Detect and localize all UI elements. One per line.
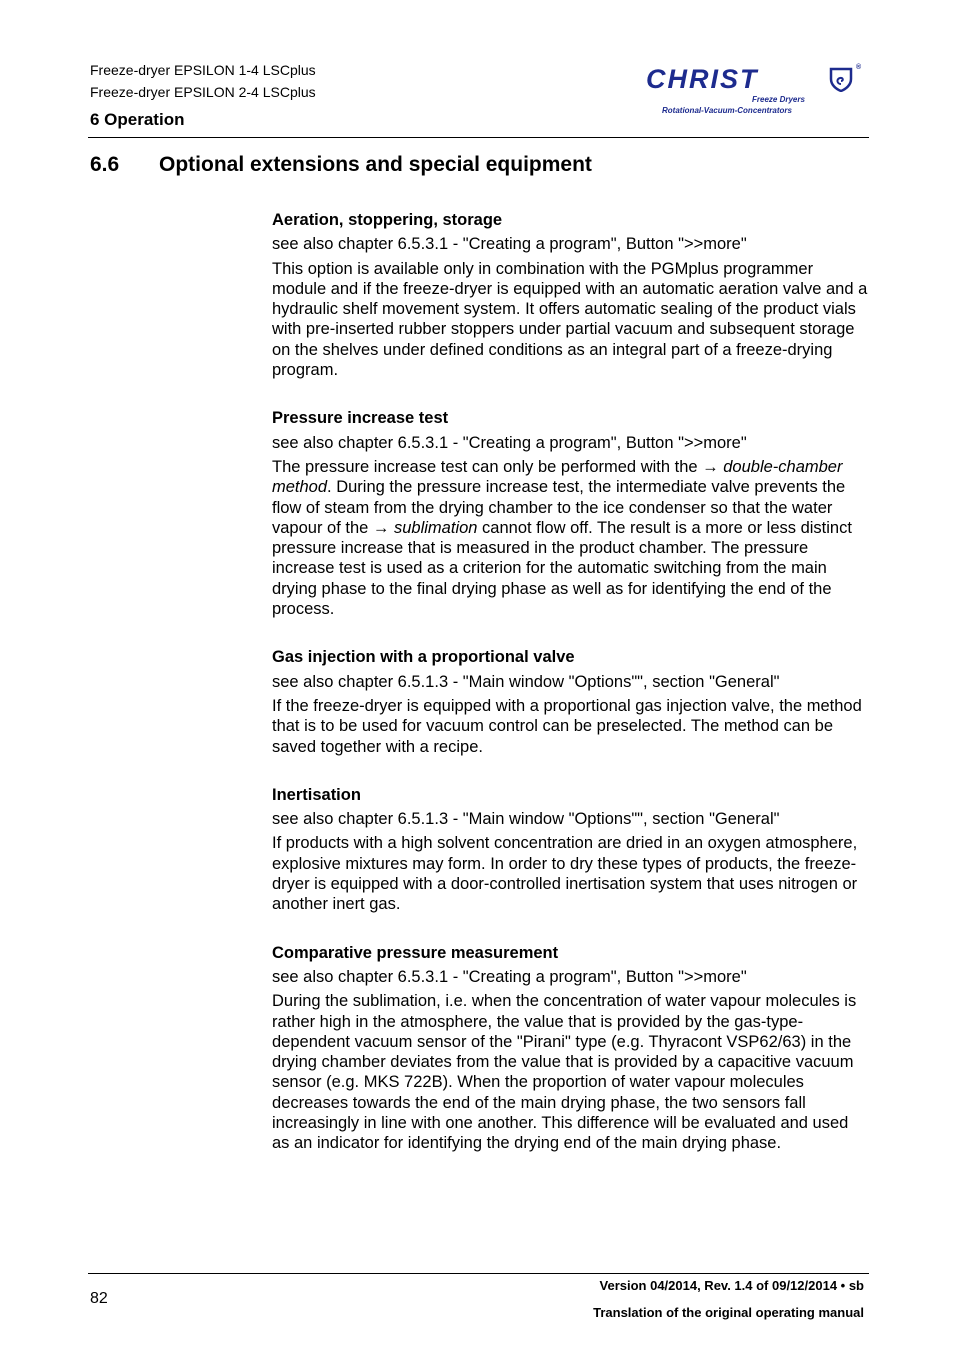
block-pressure-increase-test bbox=[272, 408, 868, 619]
christ-logo bbox=[642, 62, 864, 118]
header-model-line-1: Freeze-dryer EPSILON 1-4 LSCplus bbox=[90, 62, 316, 78]
header-model-line-2: Freeze-dryer EPSILON 2-4 LSCplus bbox=[90, 84, 316, 100]
content-column bbox=[272, 210, 868, 1182]
block-reference: see also chapter 6.5.1.3 - "Main window "Options"", section "General" bbox=[272, 672, 780, 691]
block-reference: see also chapter 6.5.3.1 - "Creating a program", Button ">>more" bbox=[272, 433, 747, 452]
header-divider bbox=[88, 137, 869, 138]
block-heading: Inertisation bbox=[272, 785, 361, 804]
footer-translation-note: Translation of the original operating manual bbox=[593, 1305, 864, 1320]
block-body bbox=[272, 457, 868, 619]
page-number: 82 bbox=[90, 1290, 108, 1307]
footer-version: Version 04/2014, Rev. 1.4 of 09/12/2014 • sb bbox=[599, 1278, 864, 1293]
block-body: If the freeze-dryer is equipped with a proportional gas injection valve, the method that is to be used for vacuum control can be preselected. The method can be saved together with a recipe. bbox=[272, 696, 862, 756]
section-number: 6.6 bbox=[90, 153, 120, 176]
block-aeration bbox=[272, 210, 868, 380]
logo-emblem-icon bbox=[828, 66, 854, 92]
block-body: This option is available only in combination with the PGMplus programmer module and if the freeze-dryer is equipped with an automatic aeration valve and a hydraulic shelf movement system. It offers automatic sealing of the product vials with pre-inserted rubber stoppers under partial vacuum and subsequent storage on the shelves under defined conditions as an integral part of a freeze-drying program. bbox=[272, 259, 868, 380]
logo-tagline-1: Freeze Dryers bbox=[752, 95, 805, 104]
body-text: . During the pressure increase test, the intermediate valve prevents the flow of steam from the drying chamber to the ice condenser so that the water vapour of the → bbox=[272, 478, 846, 537]
section-title bbox=[90, 153, 592, 177]
block-heading: Aeration, stoppering, storage bbox=[272, 211, 503, 229]
block-comparative-pressure bbox=[272, 943, 868, 1154]
block-heading: Pressure increase test bbox=[272, 409, 449, 428]
body-text: The pressure increase test can only be performed with the → bbox=[272, 457, 724, 476]
logo-tagline-2: Rotational-Vacuum-Concentrators bbox=[662, 106, 792, 115]
section-title-text: Optional extensions and special equipment bbox=[159, 153, 592, 176]
block-heading: Comparative pressure measurement bbox=[272, 943, 559, 962]
glossary-term-double-chamber-method: double-chamber method bbox=[272, 457, 843, 497]
block-reference: see also chapter 6.5.1.3 - "Main window "Options"", section "General" bbox=[272, 810, 780, 829]
block-reference: see also chapter 6.5.3.1 - "Creating a program", Button ">>more" bbox=[272, 967, 747, 986]
block-gas-injection bbox=[272, 647, 868, 756]
footer-divider bbox=[88, 1273, 869, 1274]
body-text: cannot flow off. The result is a more or less distinct pressure increase that is measured in the product chamber. The pressure increase test is used as a criterion for the automatic switching from the main drying phase to the final drying phase as well as for identifying the end of the process. bbox=[272, 518, 852, 619]
header-chapter: 6 Operation bbox=[90, 110, 185, 129]
block-heading: Gas injection with a proportional valve bbox=[272, 648, 575, 667]
block-inertisation bbox=[272, 785, 868, 915]
glossary-term-sublimation: sublimation bbox=[394, 518, 478, 537]
block-reference: see also chapter 6.5.3.1 - "Creating a program", Button ">>more" bbox=[272, 235, 747, 254]
registered-mark: ® bbox=[856, 64, 862, 71]
block-body: If products with a high solvent concentration are dried in an oxygen atmosphere, explosive mixtures may form. In order to dry these types of products, the freeze-dryer is equipped with a door-controlled inertisation system that uses nitrogen or another inert gas. bbox=[272, 834, 858, 914]
block-body: During the sublimation, i.e. when the concentration of water vapour molecules is rather high in the atmosphere, the value that is provided by the gas-type-dependent vacuum sensor of the "Pirani" type (e.g. Thyracont VSP62/63) in the drying chamber deviates from the value that is provided by a capacitive vacuum sensor (e.g. MKS 722B). When the proportion of water vapour molecules decreases towards the end of the main drying phase, the two sensors fall increasingly in line with one another. This difference will be evaluated and used as an indicator for identifying the drying end of the main drying phase. bbox=[272, 992, 857, 1153]
logo-wordmark: CHRIST bbox=[646, 64, 759, 94]
